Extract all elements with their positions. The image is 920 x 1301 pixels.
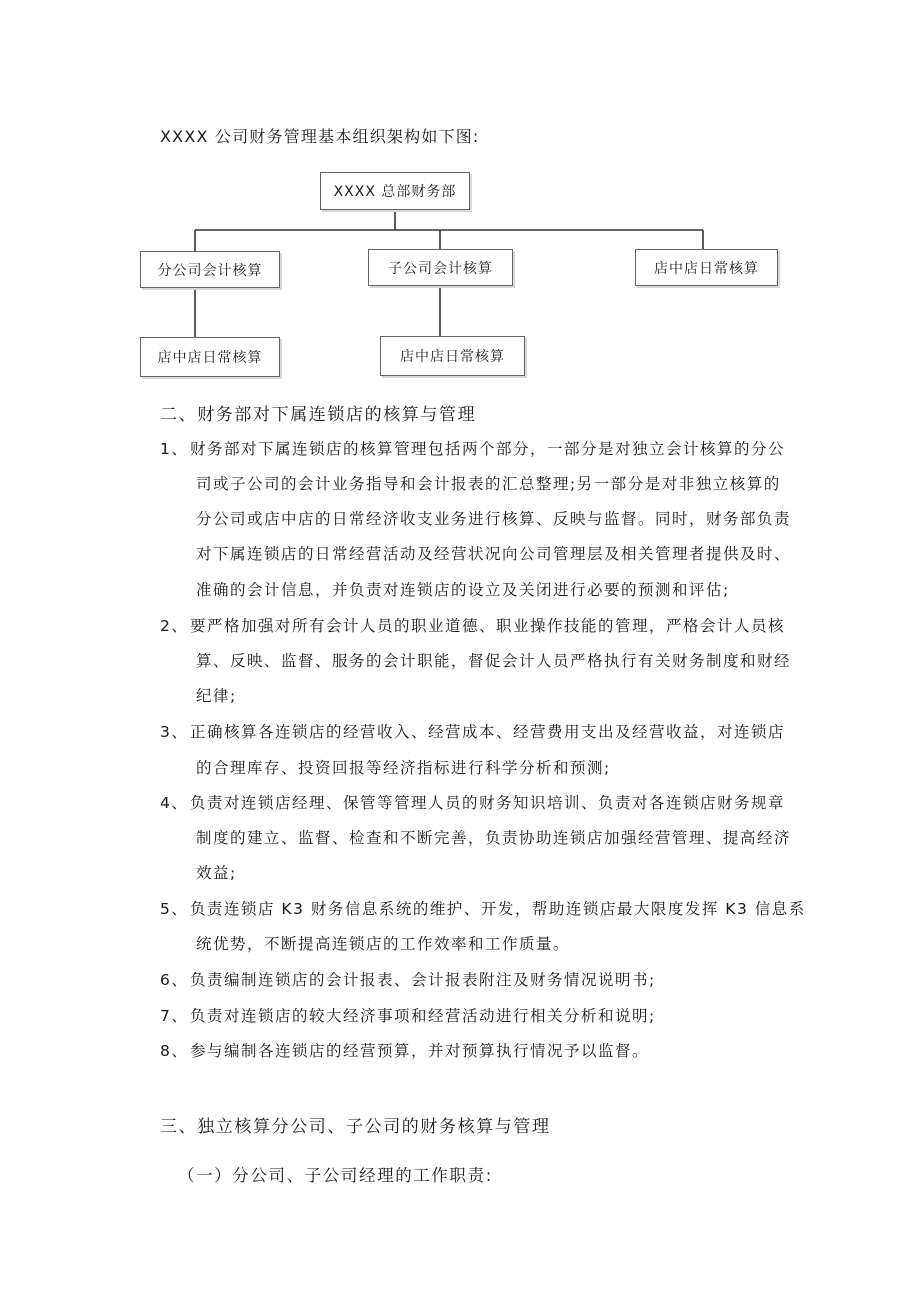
list-item-text: 负责对连锁店的较大经济事项和经营活动进行相关分析和说明; (190, 1007, 656, 1025)
org-subsidiary-label: 子公司会计核算 (388, 260, 493, 277)
list-item-number: 7、 (160, 1007, 189, 1025)
list-item-number: 2、 (160, 617, 189, 635)
list-item-text: 算、反映、监督、服务的会计职能，督促会计人员严格执行有关财务制度和财经 (196, 652, 792, 670)
list-item-text: 的合理库存、投资回报等经济指标进行科学分析和预测; (196, 759, 611, 777)
list-item-text: 负责编制连锁店的会计报表、会计报表附注及财务情况说明书; (190, 971, 656, 989)
list-item-text: 准确的会计信息，并负责对连锁店的设立及关闭进行必要的预测和评估; (196, 581, 730, 599)
list-item-number: 1、 (160, 440, 189, 458)
list-item-text: 负责对连锁店经理、保管等管理人员的财务知识培训、负责对各连锁店财务规章 (190, 794, 786, 812)
list-item-text: 制度的建立、监督、检查和不断完善，负责协助连锁店加强经营管理、提高经济 (196, 829, 792, 847)
list-item-text: 财务部对下属连锁店的核算管理包括两个部分，一部分是对独立会计核算的分公 (190, 440, 786, 458)
org-store-box (635, 249, 778, 286)
section-2-title: 二、财务部对下属连锁店的核算与管理 (160, 405, 477, 425)
org-chart-intro: XXXX 公司财务管理基本组织架构如下图: (160, 127, 480, 146)
list-item-text: 参与编制各连锁店的经营预算，并对预算执行情况予以监督。 (190, 1042, 650, 1060)
org-subsidiary-store-box (380, 336, 525, 376)
org-store-label: 店中店日常核算 (654, 260, 759, 277)
org-branch-store-box (140, 337, 280, 377)
list-item-text: 司或子公司的会计业务指导和会计报表的汇总整理;另一部分是对非独立核算的 (196, 475, 781, 493)
section-3-subtitle: （一）分公司、子公司经理的工作职责: (178, 1166, 493, 1185)
org-branch-label: 分公司会计核算 (157, 262, 263, 279)
list-item-text: 对下属连锁店的日常经营活动及经营状况向公司管理层及相关管理者提供及时、 (196, 545, 792, 563)
org-branch-box (140, 251, 280, 288)
org-branch-store-label: 店中店日常核算 (157, 350, 263, 366)
list-item-number: 4、 (160, 794, 189, 812)
section-3-title: 三、独立核算分公司、子公司的财务核算与管理 (160, 1117, 551, 1137)
org-subsidiary-store-label: 店中店日常核算 (400, 349, 505, 365)
list-item-text: 统优势，不断提高连锁店的工作效率和工作质量。 (196, 935, 571, 953)
list-item-text: 效益; (196, 864, 237, 882)
list-item-text: 正确核算各连锁店的经营收入、经营成本、经营费用支出及经营收益，对连锁店 (190, 723, 786, 741)
list-item-text: 负责连锁店 K3 财务信息系统的维护、开发，帮助连锁店最大限度发挥 K3 信息系 (190, 900, 806, 918)
org-root-label: XXXX 总部财务部 (333, 184, 457, 200)
org-subsidiary-box (368, 249, 513, 286)
list-item-text: 纪律; (196, 687, 237, 705)
list-item-number: 6、 (160, 971, 189, 989)
list-item-number: 5、 (160, 900, 189, 918)
list-item-number: 3、 (160, 723, 189, 741)
list-item-number: 8、 (160, 1042, 189, 1060)
list-item-text: 分公司或店中店的日常经济收支业务进行核算、反映与监督。同时，财务部负责 (196, 510, 792, 528)
org-root-box (320, 172, 470, 210)
list-item-text: 要严格加强对所有会计人员的职业道德、职业操作技能的管理，严格会计人员核 (190, 617, 786, 635)
